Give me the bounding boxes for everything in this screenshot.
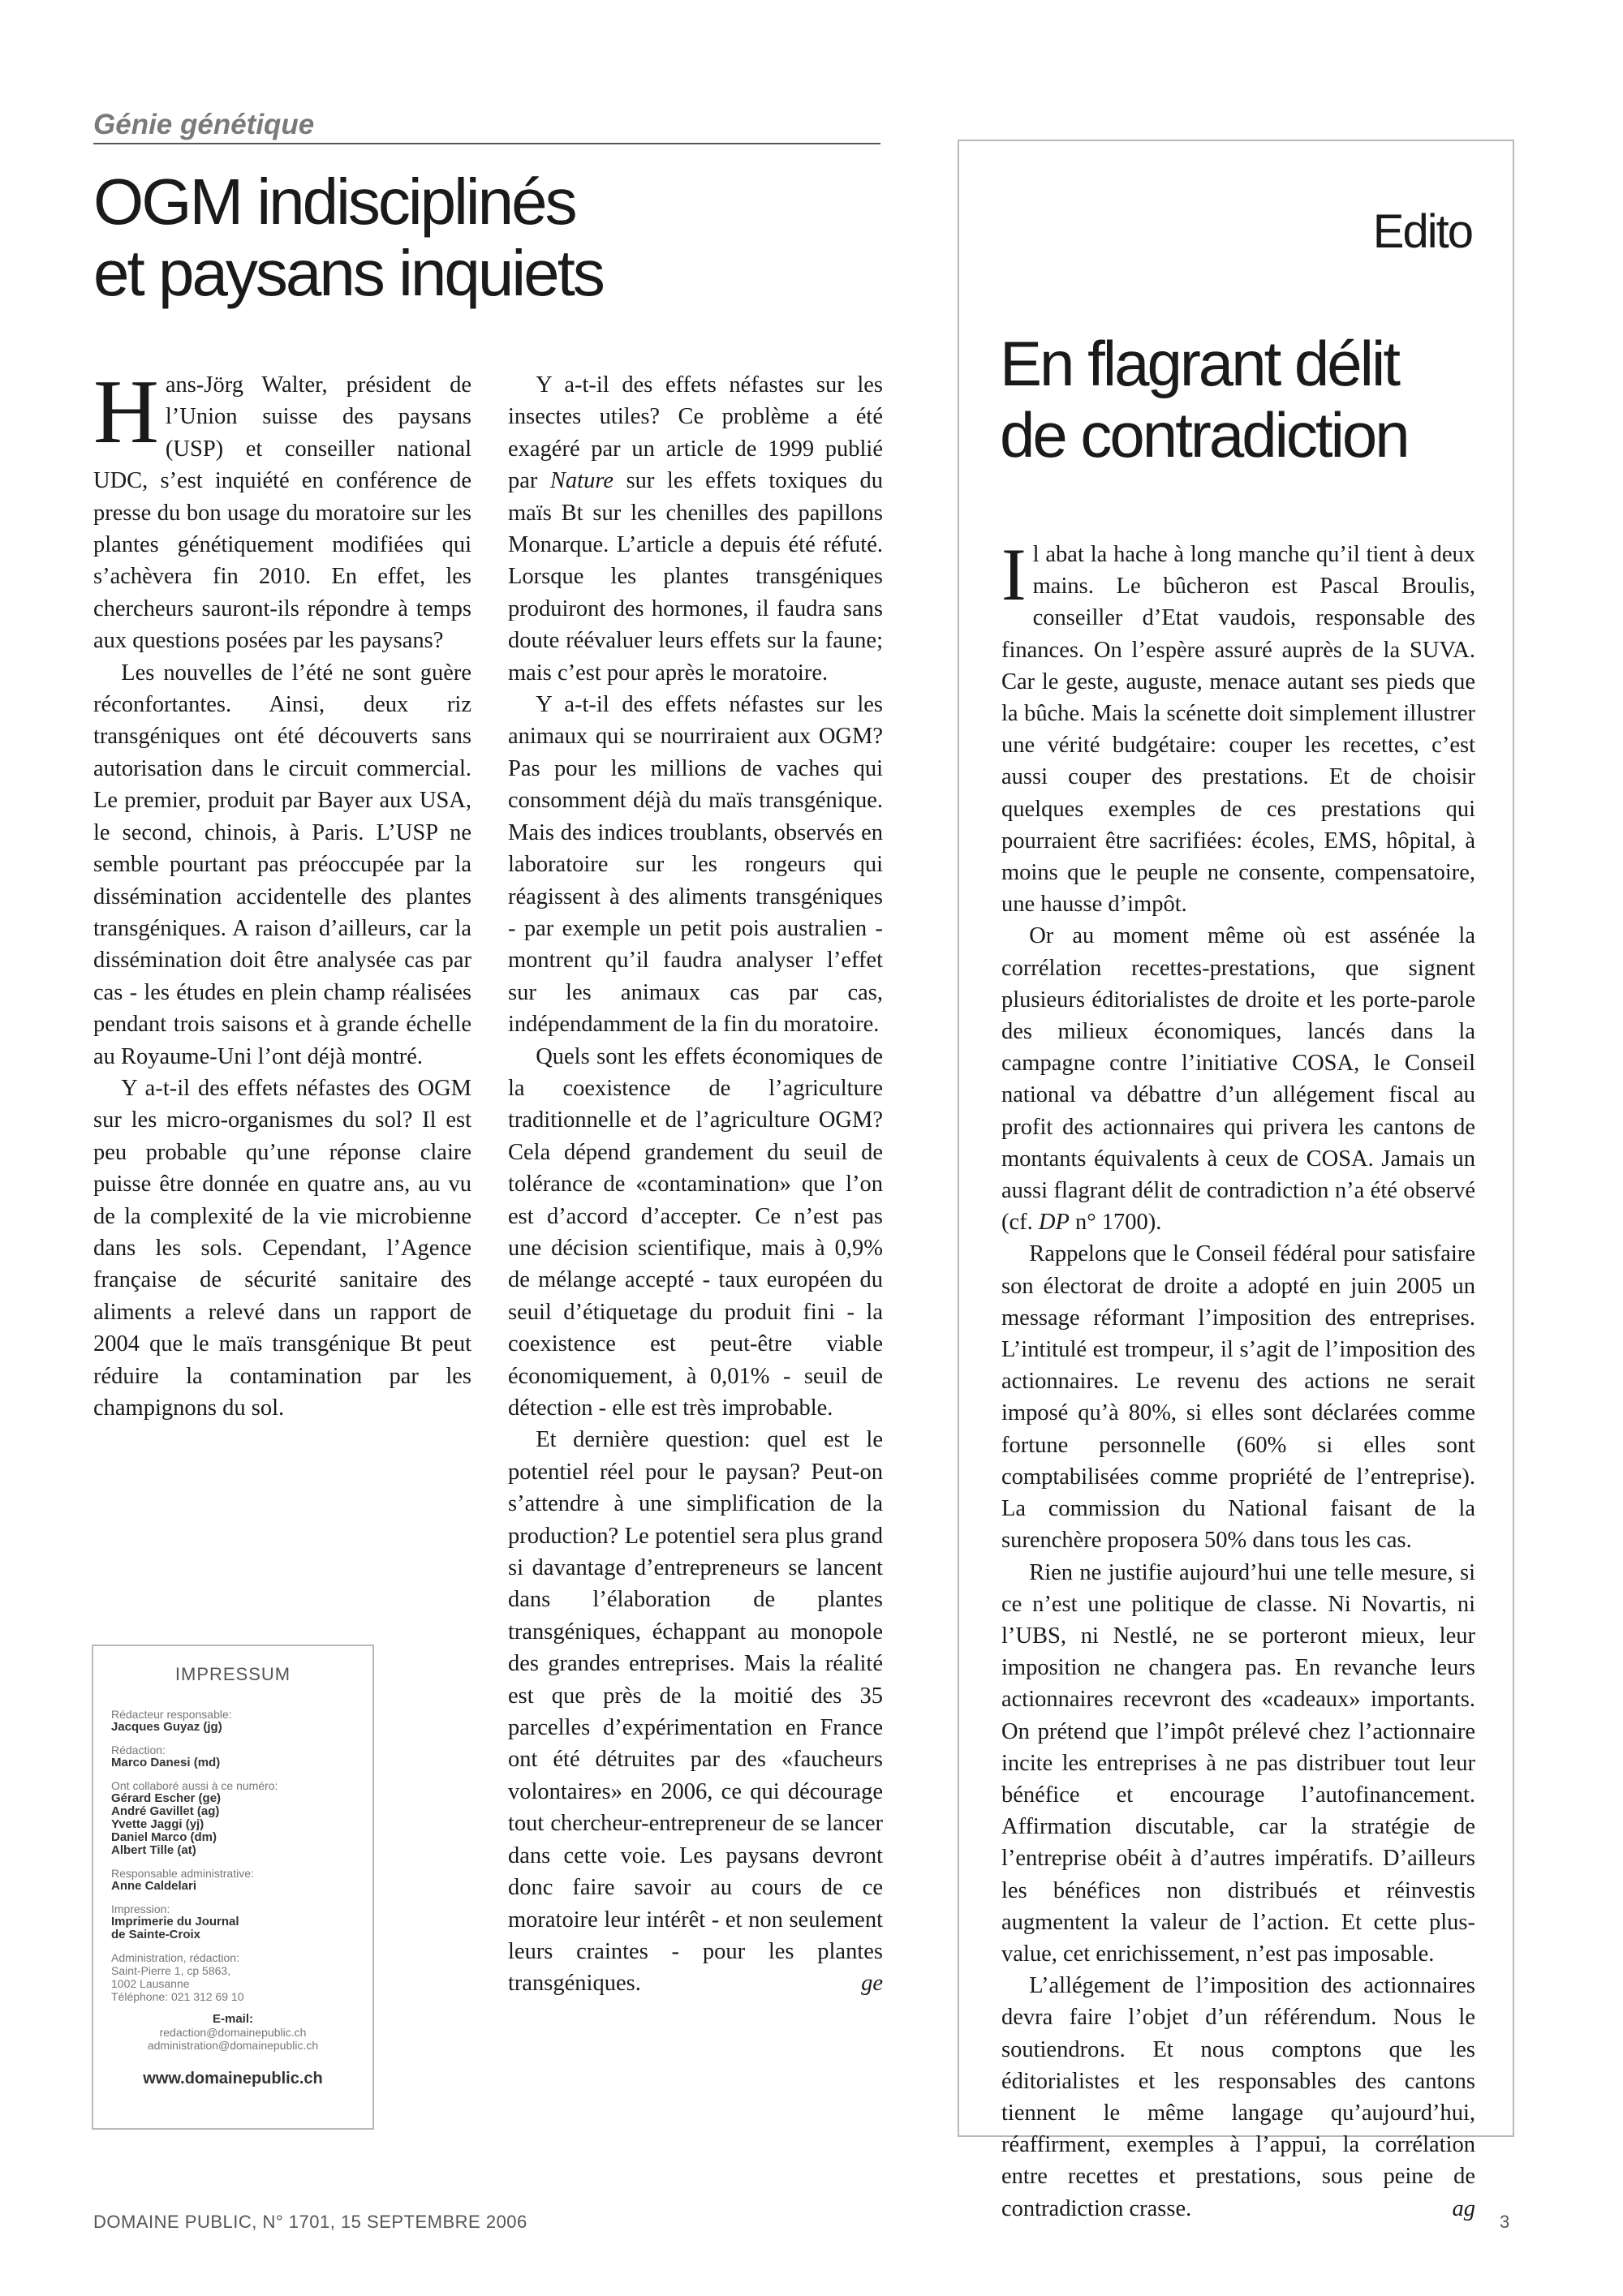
edito-paragraph: Rien ne justifie aujourd’hui une telle mesure, si ce n’est une politique de classe. Ni Novartis, ni l’UBS, ni Nestlé, ne se porteront mieux, leur imposition ne changera pas. En revanche leurs actionnaires recevront des «cadeaux» importants. On prétend que l’impôt prélevé chez l’actionnaire incite les entreprises à ne pas distribuer tout leur bénéfice et encourage l’autofinancement. Affirmation discutable, car la stratégie de l’entreprise obéit à d’autres impératifs. D’ailleurs les bénéfices non distribués et réinvestis augmentent la valeur de l’action. Et cette plus-value, cet enrichissement, n’est pas imposable. <box>1001 1559 1475 1967</box>
edito-paragraph: L’allégement de l’imposition des actionnaires devra faire l’objet d’un référendum. Nous le soutiendrons. Et nous comptons que les éditorialistes et les responsables des cantons tiennent le même langage qu’aujourd’hui, réaffirment, exemples à l’appui, la corrélation entre recettes et prestations, sous peine de contradiction crasse. ag <box>1001 1970 1475 2225</box>
impressum-admin: Responsable administrative: Anne Caldelari <box>111 1867 254 1893</box>
edito-title-line-2: de contradiction <box>1000 399 1408 471</box>
article-signature: ge <box>861 1971 883 1997</box>
article-title-line-2: et paysans inquiets <box>93 237 603 309</box>
article-paragraph: Y a-t-il des effets néfastes sur les animaux qui se nourriraient aux OGM? Pas pour les millions de vaches qui consomment déjà du maïs transgénique. Mais des indices troublants, observés en laboratoire sur les rongeurs qui réagissent à des aliments transgéniques - par exemple un petit pois australien - montrent qu’il faudra analyser l’effet sur les animaux cas par cas, indépendamment de la fin du moratoire. <box>508 692 883 1038</box>
article-paragraph: Hans-Jörg Walter, président de l’Union suisse des paysans (USP) et conseiller national UDC, s’est inquiété en conférence de presse du bon usage du moratoire sur les plantes génétiquement modifiées qui s’achèvera fin 2010. En effet, les chercheurs sauront-ils répondre à temps aux questions posées par les paysans? <box>93 362 471 654</box>
drop-cap: H <box>93 362 159 462</box>
article-paragraph: Quels sont les effets économiques de la coexistence de l’agriculture traditionnelle et de l’agriculture OGM? Cela dépend grandement du seuil de tolérance de «contamination» que l’on est d’accord d’accepter. Ce n’est pas une décision scientifique, mais à 0,9% de mélange accepté - taux européen du seuil d’étiquetage du produit fini - la coexistence est peut-être viable économiquement, à 0,01% - seuil de détection - elle est très improbable. <box>508 1043 883 1421</box>
page-number: 3 <box>1500 2212 1510 2232</box>
impressum-title: IMPRESSUM <box>174 1664 291 1684</box>
publication-abbrev: DP <box>1038 1210 1070 1236</box>
website-link[interactable]: www.domainepublic.ch <box>143 2070 323 2087</box>
edito-title <box>1000 328 1487 471</box>
article-title-line-1: OGM indisciplinés <box>93 166 575 238</box>
edito-box <box>958 140 1514 2221</box>
impressum-collaborators: Ont collaboré aussi à ce numéro: Gérard Escher (ge) André Gavillet (ag) Yvette Jaggi (yj) Daniel Marco (dm) Albert Tille (at) <box>111 1779 278 1857</box>
email-link-redaction[interactable]: redaction@domainepublic.ch <box>159 2026 307 2039</box>
article-paragraph: Y a-t-il des effets néfastes sur les insectes utiles? Ce problème a été exagéré par un article de 1999 publié par Nature sur les effets toxiques du maïs Bt sur les chenilles des papillons Monarque. L’article a depuis été réfuté. Lorsque les plantes transgéniques produiront des hormones, il faudra sans doute réévaluer leurs effets sur la faune; mais c’est pour après le moratoire. <box>508 372 884 686</box>
impressum-redaction: Rédaction: Marco Danesi (md) <box>111 1743 221 1769</box>
impressum-printer: Impression: Imprimerie du Journal de Sainte-Croix <box>111 1903 239 1941</box>
article-column-2 <box>508 369 883 2000</box>
article-paragraph: Les nouvelles de l’été ne sont guère réconfortantes. Ainsi, deux riz transgéniques ont été découverts sans autorisation dans le circuit commercial. Le premier, produit par Bayer aux USA, le second, chinois, à Paris. L’USP ne semble pourtant pas préoccupée par la dissémination accidentelle des plantes transgéniques. A raison d’ailleurs, car la dissémination doit être analysée cas par cas - les études en plein champ réalisées pendant trois saisons et à grande échelle au Royaume-Uni l’ont déjà montré. <box>93 660 471 1069</box>
journal-name: Nature <box>549 468 614 494</box>
article-paragraph: Et dernière question: quel est le potentiel réel pour le paysan? Peut-on s’attendre à une simplification de la production? Le potentiel sera plus grand si davantage d’entrepreneurs se lancent dans l’élaboration de plantes transgéniques, échappant au monopole des grandes entreprises. Mais la réalité est que près de la moitié des 35 parcelles d’expérimentation en France ont été détruites par des «faucheurs volontaires» en 2006, ce qui décourage tout chercheur-entrepreneur de se lancer dans cette voie. Les paysans devront donc faire savoir au cours de ce moratoire leur intérêt - et non seulement leurs craintes - pour les plantes transgéniques. ge <box>508 1424 883 1999</box>
edito-label: Edito <box>1372 205 1472 258</box>
impressum-redacteur: Rédacteur responsable: Jacques Guyaz (jg) <box>111 1708 232 1734</box>
edito-title-line-1: En flagrant délit <box>1000 328 1399 399</box>
edito-body <box>1001 533 1475 2225</box>
impressum-address: Administration, rédaction: Saint-Pierre 1, cp 5863, 1002 Lausanne Téléphone: 021 312 69 10 <box>111 1951 244 2003</box>
article-title <box>93 166 880 309</box>
email-link-administration[interactable]: administration@domainepublic.ch <box>147 2039 319 2052</box>
drop-cap: I <box>1001 533 1027 616</box>
article-column-1 <box>93 362 471 1424</box>
edito-signature: ag <box>1452 2195 1475 2221</box>
edito-paragraph: Rappelons que le Conseil fédéral pour satisfaire son électorat de droite a adopté en juin 2005 un message réformant l’imposition des entreprises. L’intitulé est trompeur, il s’agit de l’imposition des actionnaires. Le revenu des actions ne serait imposé qu’à 80%, si elles sont déclarées comme fortune personnelle (60% si elles sont comptabilisées comme propriété de l’entreprise). La commission du National faisant de la surenchère proposera 50% dans tous les cas. <box>1001 1241 1475 1554</box>
impressum-email: E-mail: redaction@domainepublic.ch administration@domainepublic.ch <box>111 2013 355 2052</box>
impressum-box <box>92 1645 374 2130</box>
article-paragraph: Y a-t-il des effets néfastes des OGM sur les micro-organismes du sol? Il est peu probable qu’une réponse claire puisse être donnée en quatre ans, au vu de la complexité de la vie microbienne dans les sols. Cependant, l’Agence française de sécurité sanitaire des aliments a relevé dans un rapport de 2004 que le maïs transgénique Bt peut réduire la contamination par les champignons du sol. <box>93 1075 471 1421</box>
section-label: Génie génétique <box>93 109 880 144</box>
edito-paragraph: Or au moment même où est assénée la corrélation recettes-prestations, que signent plusieurs éditorialistes de droite et les porte-parole des milieux économiques, lancés dans la campagne contre l’initiative COSA, le Conseil national va débattre d’un allégement fiscal au profit des actionnaires qui privera les cantons de montants équivalents à ceux de COSA. Jamais un aussi flagrant délit de contradiction n’a été observé (cf. DP n° 1700). <box>1001 923 1475 1236</box>
footer-publication: DOMAINE PUBLIC, N° 1701, 15 SEPTEMBRE 2006 <box>93 2212 527 2232</box>
edito-paragraph: Il abat la hache à long manche qu’il tient à deux mains. Le bûcheron est Pascal Broulis, conseiller d’Etat vaudois, responsable des finances. On l’espère assuré auprès de la SUVA. Car le geste, auguste, menace autant ses pieds que la bûche. Mais la scénette doit simplement illustrer une vérité budgétaire: couper les recettes, c’est aussi couper des prestations. Et de choisir quelques exemples de ces prestations qui pourraient être sacrifiées: écoles, EMS, hôpital, à moins que le peuple ne consente, compensatoire, une hausse d’impôt. <box>1001 533 1475 918</box>
